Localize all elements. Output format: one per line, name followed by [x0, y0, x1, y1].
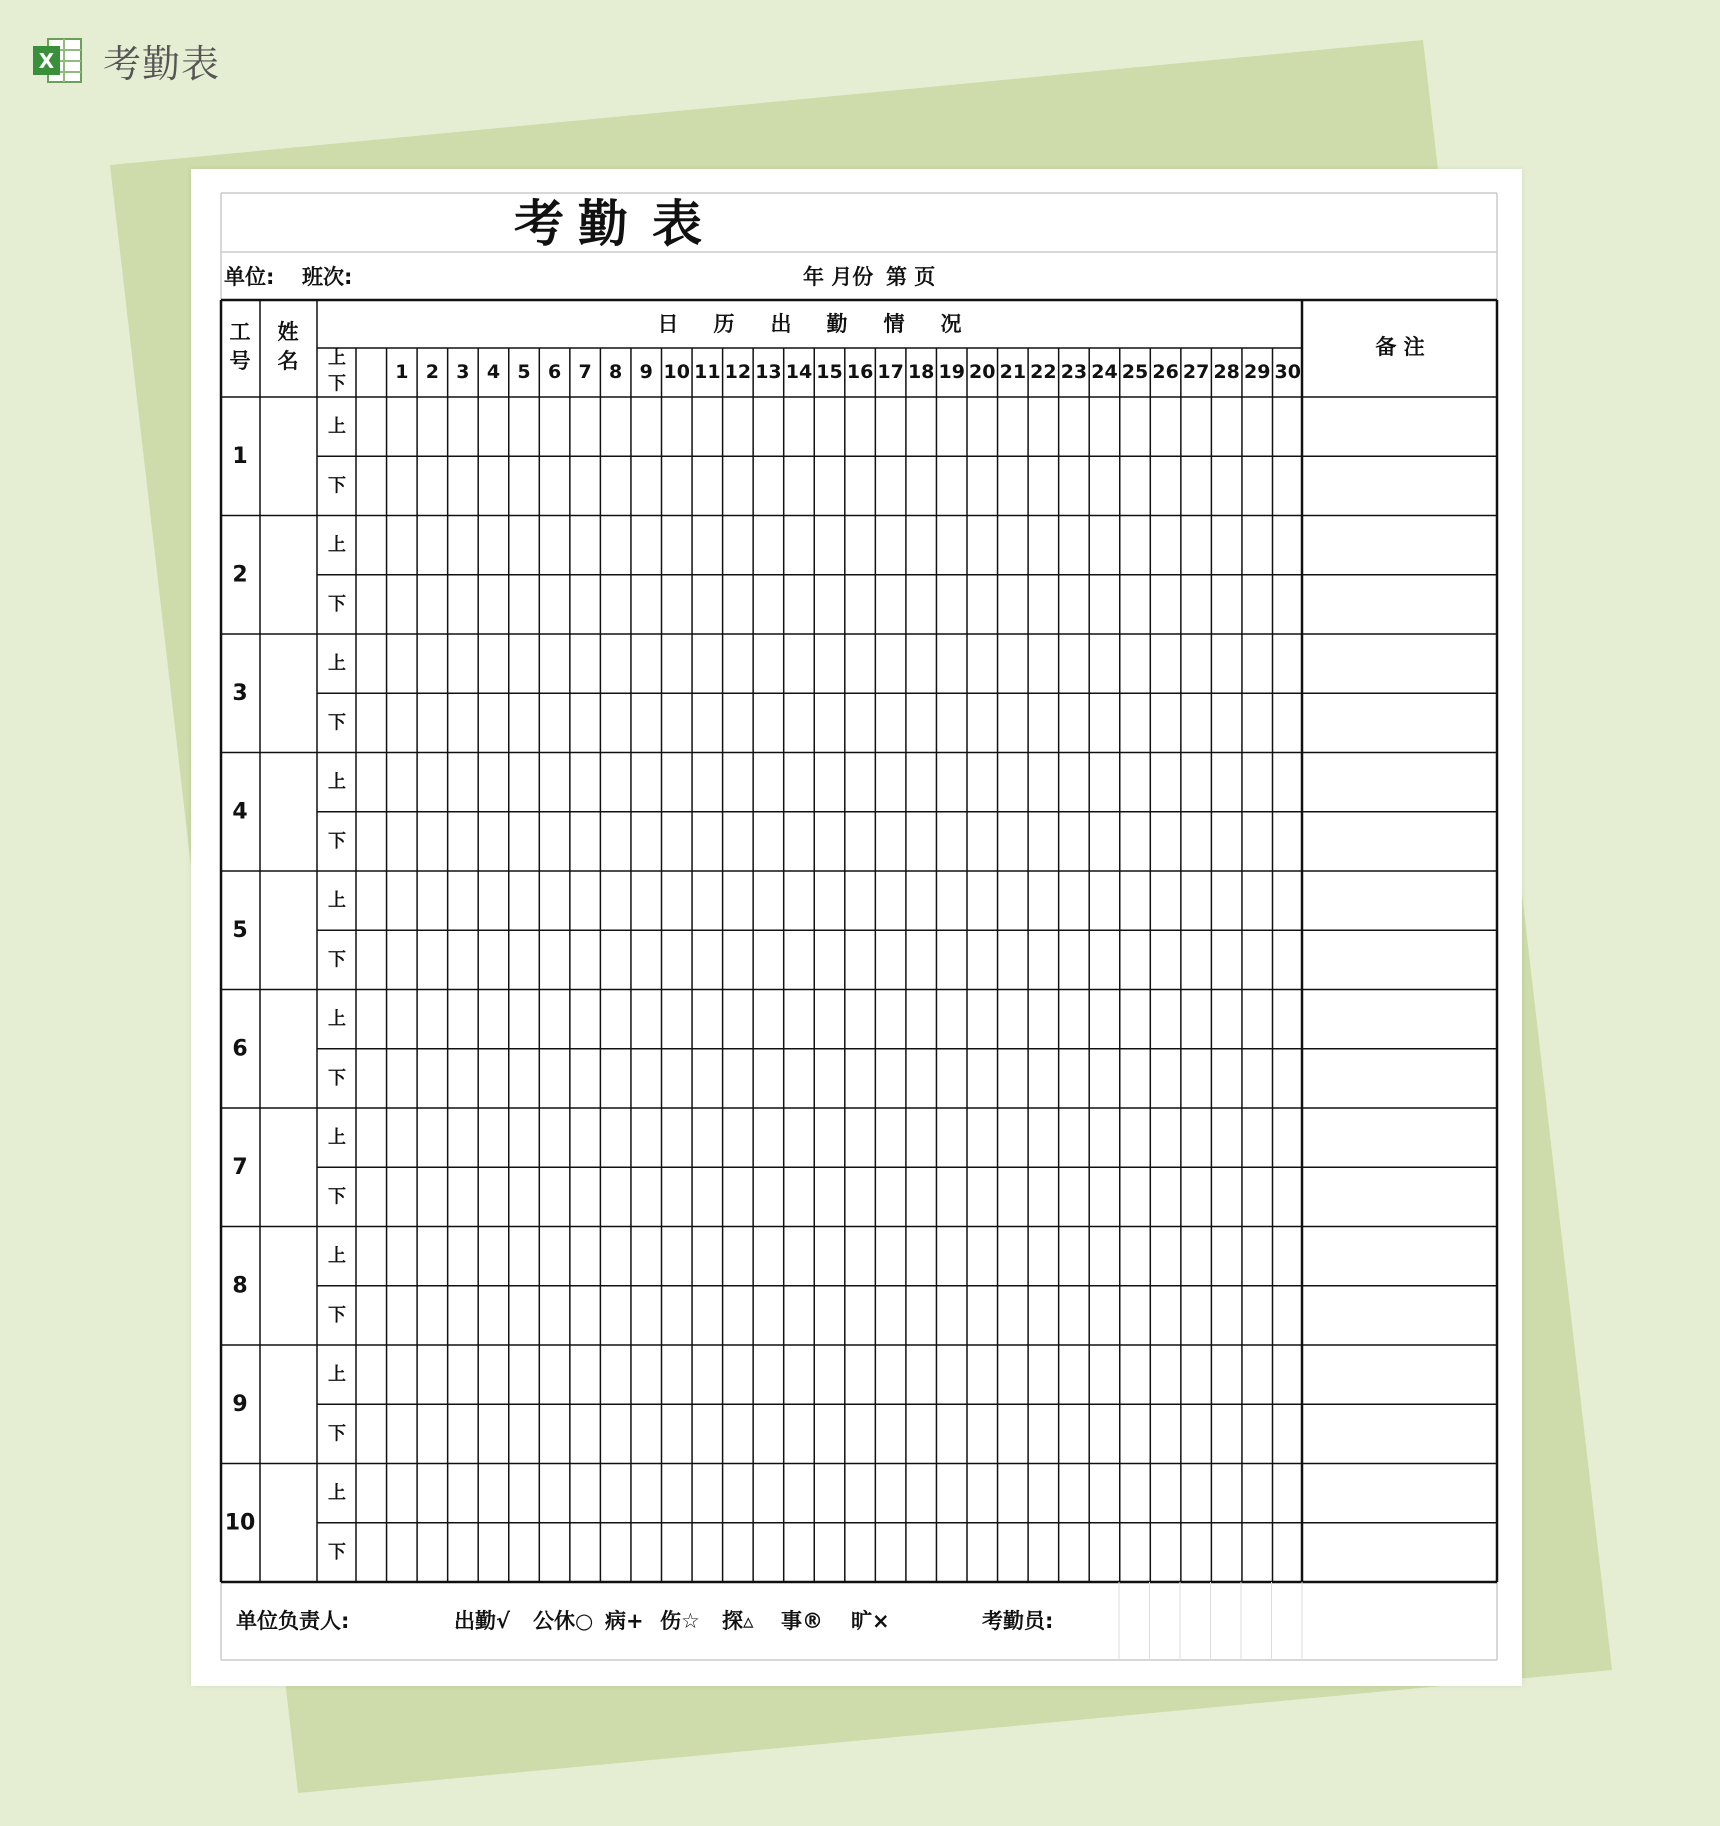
day-number: 29 [1243, 361, 1271, 383]
am-label: 上 [328, 771, 346, 793]
col-name-label: 姓 [277, 320, 299, 344]
am-label: 上 [328, 653, 346, 675]
day-number: 9 [639, 361, 653, 383]
employee-id: 1 [232, 443, 248, 469]
employee-id: 2 [232, 562, 248, 588]
day-number: 21 [999, 361, 1027, 383]
calendar-header-char: 日 [657, 312, 679, 336]
supervisor-label: 单位负责人: [236, 1609, 350, 1633]
pm-label: 下 [328, 1067, 346, 1089]
day-number: 7 [578, 361, 592, 383]
employee-id: 3 [232, 680, 248, 706]
day-number: 12 [724, 361, 752, 383]
employee-id: 6 [232, 1036, 248, 1062]
day-number: 1 [395, 361, 409, 383]
day-number: 17 [877, 361, 904, 383]
legend-item: 事® [781, 1609, 823, 1633]
shift-label: 班次: [302, 265, 353, 289]
day-number: 26 [1152, 361, 1179, 383]
unit-label: 单位: [224, 265, 275, 289]
pm-label: 下 [328, 1541, 346, 1563]
am-label: 上 [328, 416, 346, 438]
calendar-header-char: 出 [770, 312, 792, 336]
day-number: 24 [1091, 361, 1118, 383]
am-label: 上 [328, 1127, 346, 1149]
employee-id: 4 [232, 799, 248, 825]
day-number: 27 [1182, 361, 1210, 383]
legend-item: 病+ [605, 1609, 644, 1633]
calendar-header-char: 情 [883, 312, 905, 336]
day-number: 19 [938, 361, 965, 383]
date-label: 年 月份 [803, 265, 874, 289]
day-number: 20 [969, 361, 996, 383]
day-number: 22 [1030, 361, 1057, 383]
legend-item: 旷× [851, 1609, 890, 1633]
page-label: 第 页 [886, 265, 936, 289]
day-number: 16 [846, 361, 874, 383]
day-number: 23 [1060, 361, 1088, 383]
day-number: 11 [694, 361, 721, 383]
day-number: 30 [1274, 361, 1302, 383]
ampm-header-am: 上 [328, 347, 346, 369]
day-number: 18 [907, 361, 935, 383]
app-title: 考勤表 [103, 41, 221, 86]
svg-text:X: X [38, 48, 55, 73]
day-number: 5 [517, 361, 531, 383]
pm-label: 下 [328, 712, 346, 734]
calendar-header-char: 勤 [826, 312, 848, 336]
day-number: 4 [486, 361, 501, 383]
employee-id: 8 [232, 1273, 248, 1299]
legend-item: 伤☆ [660, 1609, 700, 1633]
main-title-char: 表 [652, 195, 704, 253]
remarks-label: 备 注 [1375, 335, 1425, 359]
day-number: 10 [663, 361, 691, 383]
employee-id: 5 [232, 917, 248, 943]
calendar-header-char: 况 [940, 312, 962, 336]
day-number: 28 [1213, 361, 1240, 383]
col-id-label: 工 [229, 320, 251, 344]
day-number: 25 [1121, 361, 1149, 383]
legend-item: 公休○ [533, 1609, 594, 1633]
pm-label: 下 [328, 1423, 346, 1445]
pm-label: 下 [328, 1186, 346, 1208]
pm-label: 下 [328, 1304, 346, 1326]
employee-id: 7 [232, 1154, 248, 1180]
legend-item: 探▵ [722, 1609, 754, 1633]
am-label: 上 [328, 534, 346, 556]
col-name-label: 名 [277, 349, 299, 373]
am-label: 上 [328, 1008, 346, 1030]
clerk-label: 考勤员: [982, 1609, 1054, 1633]
ampm-header-pm: 下 [328, 373, 346, 395]
am-label: 上 [328, 1364, 346, 1386]
day-number: 13 [755, 361, 782, 383]
employee-id: 10 [224, 1510, 256, 1536]
employee-id: 9 [232, 1391, 248, 1417]
day-number: 2 [425, 361, 439, 383]
main-title-char: 勤 [578, 195, 630, 253]
day-number: 6 [547, 361, 562, 383]
am-label: 上 [328, 1482, 346, 1504]
pm-label: 下 [328, 830, 346, 852]
col-id-label: 号 [229, 349, 251, 373]
day-number: 15 [816, 361, 843, 383]
pm-label: 下 [328, 593, 346, 615]
calendar-header-char: 历 [713, 312, 735, 336]
main-title-char: 考 [514, 195, 566, 253]
pm-label: 下 [328, 475, 346, 497]
day-number: 8 [609, 361, 623, 383]
pm-label: 下 [328, 949, 346, 971]
am-label: 上 [328, 890, 346, 912]
day-number: 3 [456, 361, 470, 383]
legend-item: 出勤√ [454, 1609, 511, 1633]
day-number: 14 [785, 361, 813, 383]
am-label: 上 [328, 1245, 346, 1267]
